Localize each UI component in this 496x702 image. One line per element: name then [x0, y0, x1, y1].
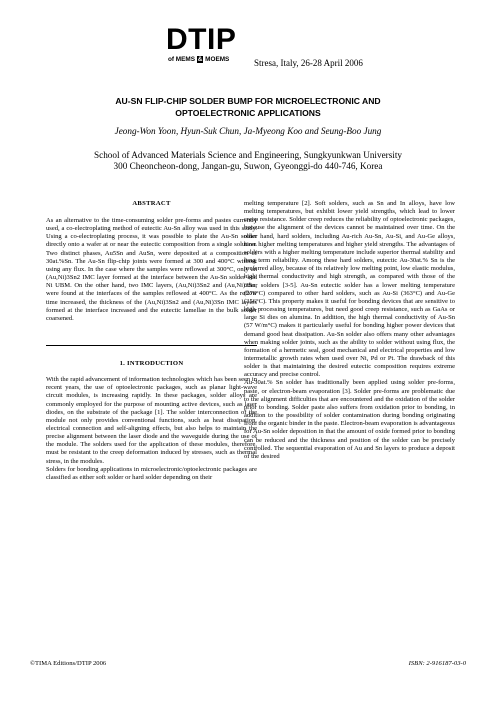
paper-affiliation: School of Advanced Materials Science and Engineering, Sungkyunkwan University 300 Cheoncheon-dong, Jangan-gu, Suwon, Gyeonggi-do 440-746, Korea — [94, 150, 402, 171]
left-column — [46, 200, 257, 482]
paper-authors: Jeong-Won Yoon, Hyun-Suk Chun, Ja-Myeong Koo and Seung-Boo Jung — [114, 126, 382, 136]
logo-subtitle: of MEMS & MOEMS — [168, 56, 230, 63]
introduction-text-continued: Solders for bonding applications in microelectronic/optoelectronic packages are classified as either soft solder or hard solder depending on their — [46, 465, 257, 481]
abstract-text: As an alternative to the time-consuming solder pre-forms and pastes currently used, a co-electroplating method of eutectic Au-Sn alloy was used in this study. Using a co-electroplating process, it was possible to plate the Au-Sn solder directly onto a wafer at or near the eutectic composition from a single solution. Two distinct phases, Au5Sn and AuSn, were deposited at a composition of 30at.%Sn. The Au-Sn flip-chip joints were formed at 300 and 400°C without using any flux. In the case where the samples were reflowed at 300°C, only an (Au,Ni)3Sn2 IMC layer formed at the interface between the Au-Sn solder and Ni UBM. On the other hand, two IMC layers, (Au,Ni)3Sn2 and (Au,Ni)3Sn, were found at the interfaces of the samples reflowed at 400°C. As the reflow time increased, the thickness of the (Au,Ni)3Sn2 and (Au,Ni)3Sn IMC layers formed at the interface increased and the eutectic lamellae in the bulk solder coarsened. — [46, 217, 257, 322]
abstract-heading: ABSTRACT — [132, 200, 171, 207]
right-column-text-2: Au-30at.% Sn solder has traditionally been applied using solder pre-forms, paste, or electron-beam evaporation [3]. Solder pre-forms are problematic due to the alignment difficulties that are encountered and the oxidation of the solder prior to bonding. Solder paste also suffers from oxidation prior to bonding, in addition to the possibility of solder contamination during bonding originating from the organic binder in the paste. Electron-beam evaporation is advantageous for Au-Sn solder deposition in that the amount of oxide formed prior to bonding can be reduced and the thickness and position of the solder can be precisely controlled. The sequential evaporation of Au and Sn layers to produce a deposit of the desired — [244, 379, 455, 460]
footer-isbn: ISBN: 2-916187-03-0 — [408, 660, 466, 667]
introduction-text: With the rapid advancement of information technologies which has been seen in recent years, the use of optoelectronic packages, such as planar light-wave circuit modules, is increasing rapidly. In these packages, solder alloys are commonly employed for the purpose of mounting active devices, such as laser diodes, on the substrate of the package [1]. The solder interconnection of the module not only provides conventional functions, such as heat dissipation, electrical connection and self-aligning effects, but also helps to maintain the precise alignment between the laser diode and the waveguide during the use of the module. The solders used for the application of these modules, therefore, must be resistant to the creep deformation induced by stresses, such as thermal stress, in the modules. — [46, 376, 257, 465]
introduction-heading: 1. INTRODUCTION — [119, 360, 184, 368]
right-column — [244, 200, 455, 461]
logo-text: DTIP — [166, 23, 237, 56]
paper-title: AU-SN FLIP-CHIP SOLDER BUMP FOR MICROELECTRONIC AND OPTOELECTRONIC APPLICATIONS — [115, 96, 381, 118]
right-column-text-1: melting temperature [2]. Soft solders, such as Sn and In alloys, have low melting temperatures, but exhibit lower yield strengths, which lead to lower creep resistance. Solder creep reduces the reliability of optoelectronic packages, because the alignment of the devices cannot be maintained over time. On the other hand, hard solders, including Au-rich Au-Sn, Au-Si, and Au-Ge alloys, have higher melting temperatures and higher yield strengths. The advantages of solders with a higher melting temperature include superior thermal stability and long term reliability. Among these hard solders, eutectic Au-30at.% Sn is the preferred alloy, because of its relatively low melting point, low elastic modulus, high thermal conductivity and high strength, as compared with those of the other solders [3-5]. Au-Sn eutectic solder has a lower melting temperature (278°C) compared to other hard solders, such as Au-Si (363°C) and Au-Ge (356°C). This property makes it useful for bonding devices that are sensitive to high processing temperatures, but need good creep resistance, such as GaAs or large Si dies on alumina. In addition, the high thermal conductivity of Au-Sn (57 W/m°C) makes it particularly useful for bonding higher power devices that demand good heat dissipation. Au-Sn solder also offers many other advantages when making solder joints, such as the ability to solder without using flux, the formation of a hermetic seal, good mechanical and electrical properties and low intermetallic growth rates when used over Ni, Pd or Pt. The drawback of this solder is that maintaining the desired eutectic composition requires extreme accuracy and precise control. — [244, 200, 455, 379]
conference-venue: Stresa, Italy, 26-28 April 2006 — [254, 58, 363, 68]
footer-copyright: ©TIMA Editions/DTIP 2006 — [30, 660, 107, 667]
dtip-logo — [166, 23, 252, 64]
page-header — [0, 23, 496, 68]
